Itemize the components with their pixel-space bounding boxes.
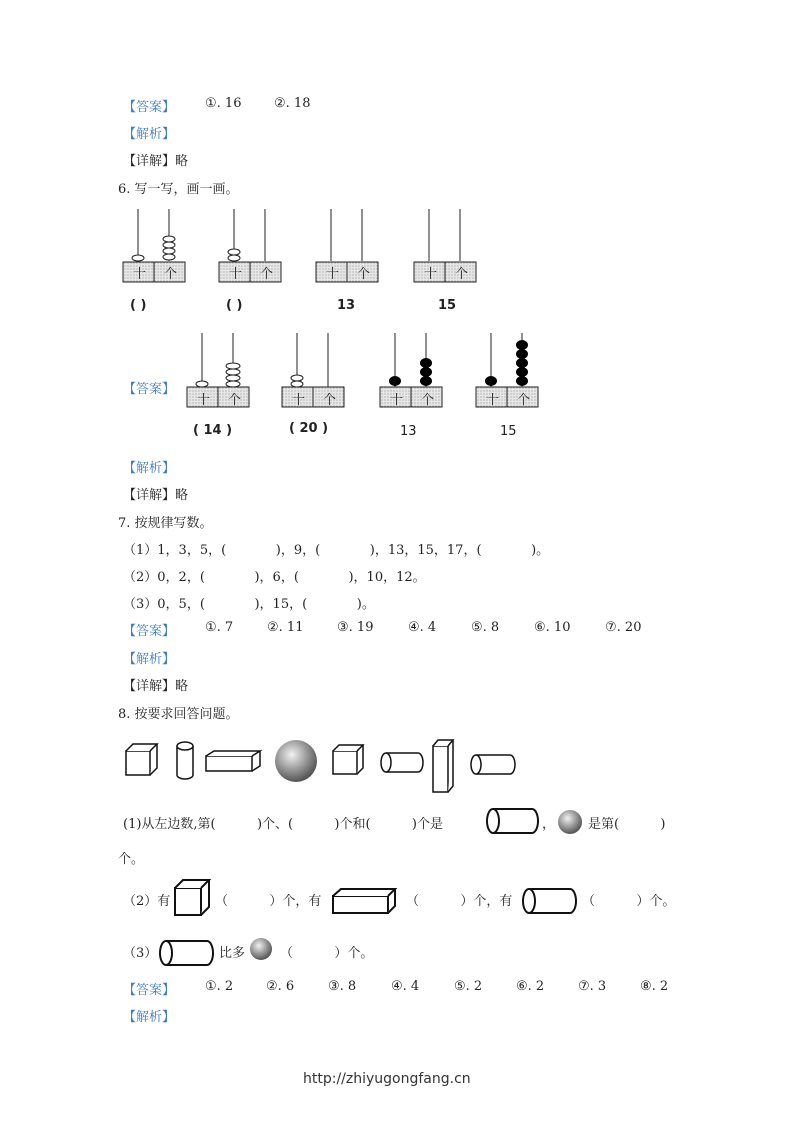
analysis-tag: 【解析】 <box>123 127 176 142</box>
answer-item: ⑦. 3 <box>578 979 607 994</box>
tens-label: 十 <box>486 393 500 408</box>
answer-item: ④. 4 <box>391 979 420 994</box>
ones-label: 个 <box>323 393 337 408</box>
question-line: （ ）个。 <box>280 946 374 961</box>
cube-shape <box>126 744 157 775</box>
cylinder-shape <box>471 755 515 774</box>
detail-tag: 【详解】 <box>123 488 176 503</box>
question-line: （ ）个，有 <box>406 894 513 909</box>
answer-item: ③. 8 <box>328 979 357 994</box>
question-line: 个。 <box>118 852 145 867</box>
detail-tag: 【详解】 <box>123 679 176 694</box>
detail-tag: 【详解】 <box>123 154 176 169</box>
tens-label: 十 <box>390 393 404 408</box>
ones-label: 个 <box>260 267 274 282</box>
answer-number: 13 <box>400 424 417 439</box>
ones-label: 个 <box>357 267 371 282</box>
answer-item: ①. 7 <box>205 620 234 635</box>
answer-value: 14 <box>203 423 222 438</box>
answer-item: ③. 19 <box>337 620 374 635</box>
answer-item: ⑤. 2 <box>454 979 483 994</box>
answer-tag: 【答案】 <box>123 100 176 115</box>
answer-tag: 【答案】 <box>123 983 176 998</box>
question-title: 8. 按要求回答问题。 <box>118 707 239 722</box>
question-line: （3） <box>123 946 158 961</box>
tens-label: 十 <box>326 267 340 282</box>
cube-shape <box>333 745 363 774</box>
answer-value: 20 <box>299 421 318 436</box>
cylinder-shape <box>381 753 423 772</box>
answer-item: ④. 4 <box>408 620 437 635</box>
question-line: （ ）个。 <box>582 894 676 909</box>
detail-text: 略 <box>175 679 189 694</box>
question-line: 是第( ) <box>588 817 666 832</box>
tens-label: 十 <box>133 267 147 282</box>
analysis-tag: 【解析】 <box>123 652 176 667</box>
answer-number: ( 20 ) <box>289 421 329 436</box>
cube-icon <box>172 878 212 918</box>
detail-line <box>123 150 188 169</box>
tens-label: 十 <box>424 267 438 282</box>
question-line: （3）0，5，( )，15，( )。 <box>123 597 375 612</box>
blank-label: ( ) <box>130 298 147 313</box>
detail-text: 略 <box>175 488 189 503</box>
sphere-icon <box>248 936 274 962</box>
answer-number: ( 14 ) <box>193 423 233 438</box>
detail-text: 略 <box>175 154 189 169</box>
punctuation: ， <box>542 817 556 832</box>
tens-label: 十 <box>197 393 211 408</box>
ones-label: 个 <box>455 267 469 282</box>
number-label: 13 <box>337 298 356 313</box>
question-line: (1)从左边数,第( )个、( )个和( )个是 <box>123 817 443 832</box>
answer-item: ⑧. 2 <box>640 979 669 994</box>
analysis-tag: 【解析】 <box>123 461 176 476</box>
answer-tag: 【答案】 <box>123 382 176 397</box>
detail-line <box>123 484 188 503</box>
sphere-icon <box>556 808 584 836</box>
cuboid-shape <box>206 751 260 771</box>
cylinder-shape <box>177 742 193 779</box>
answer-item: ②. 18 <box>274 96 311 111</box>
cylinder-icon <box>157 938 217 968</box>
question-title: 6. 写一写，画一画。 <box>118 182 239 197</box>
answer-item: ①. 2 <box>205 979 234 994</box>
tens-label: 十 <box>292 393 306 408</box>
answer-item: ⑥. 2 <box>516 979 545 994</box>
footer-url[interactable]: http://zhiyugongfang.cn <box>303 1071 471 1087</box>
sphere-shape <box>275 740 317 782</box>
question-title: 7. 按规律写数。 <box>118 516 213 531</box>
ones-label: 个 <box>164 267 178 282</box>
answer-item: ②. 6 <box>266 979 295 994</box>
answer-item: ⑤. 8 <box>471 620 500 635</box>
cylinder-icon <box>484 806 544 836</box>
detail-line <box>123 675 188 694</box>
number-label: 15 <box>438 298 457 313</box>
blank-label: ( ) <box>226 298 243 313</box>
answer-tag: 【答案】 <box>123 624 176 639</box>
ones-label: 个 <box>517 393 531 408</box>
analysis-tag: 【解析】 <box>123 1010 176 1025</box>
cuboid-icon <box>330 886 398 916</box>
question-line: 比多 <box>219 946 246 961</box>
question-line: （2）0，2，( )，6，( )，10，12。 <box>123 570 426 585</box>
cylinder-icon <box>520 886 580 916</box>
cuboid-shape <box>433 740 453 792</box>
question-line: （ ）个，有 <box>215 894 322 909</box>
question-line: （2）有 <box>123 894 171 909</box>
answer-item: ②. 11 <box>267 620 304 635</box>
answer-number: 15 <box>500 424 517 439</box>
tens-label: 十 <box>229 267 243 282</box>
ones-label: 个 <box>421 393 435 408</box>
answer-item: ①. 16 <box>205 96 242 111</box>
answer-item: ⑥. 10 <box>534 620 571 635</box>
question-line: （1）1，3，5，( )，9，( )，13，15，17，( )。 <box>123 543 550 558</box>
ones-label: 个 <box>228 393 242 408</box>
answer-item: ⑦. 20 <box>605 620 642 635</box>
solid-shapes-row <box>118 735 528 795</box>
